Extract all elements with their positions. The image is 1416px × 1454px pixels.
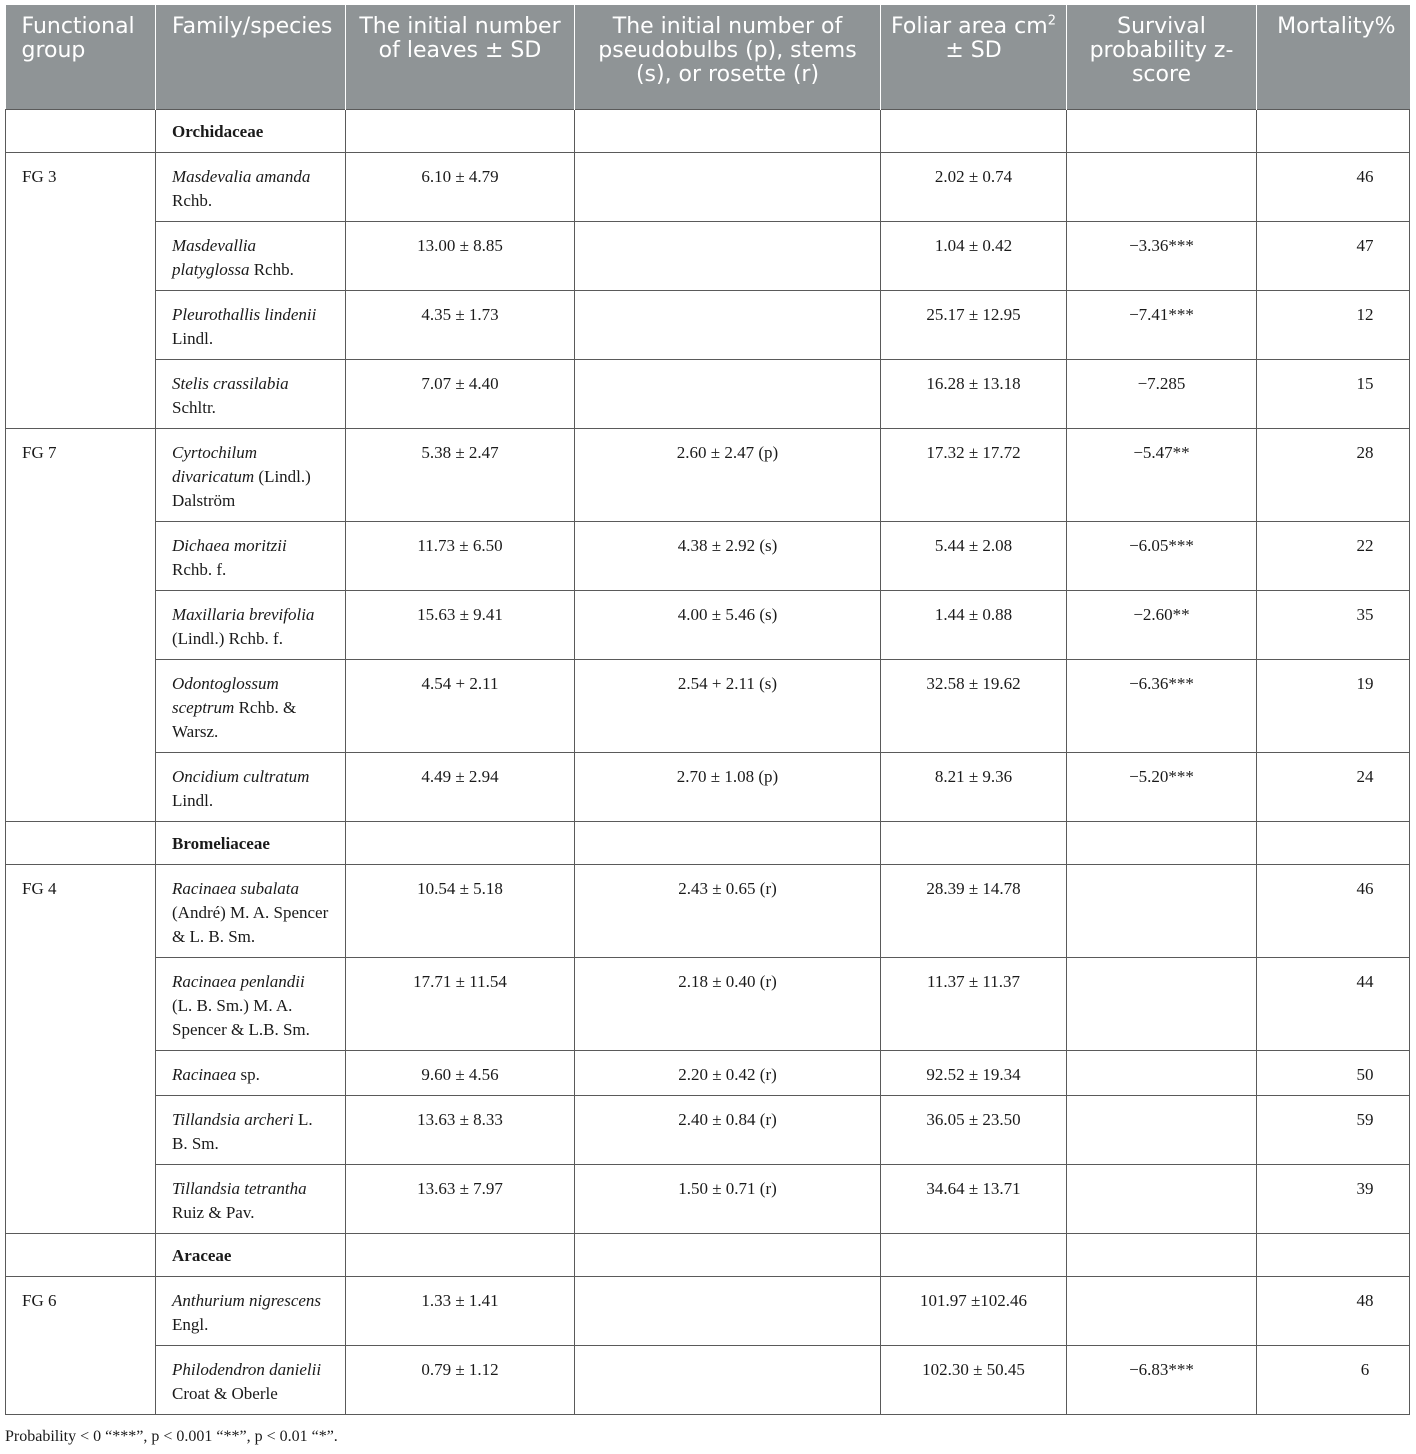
species-authority: (Lindl.) Dalström [172,467,311,510]
foliar-area-cell: 25.17 ± 12.95 [881,291,1067,360]
empty-cell [575,110,881,153]
leaves-cell: 4.35 ± 1.73 [346,291,575,360]
species-authority: Lindl. [172,329,214,348]
survival-cell [1067,958,1257,1051]
table-row [6,153,1410,222]
species-authority: L. B. Sm. [172,1110,313,1153]
foliar-area-cell: 11.37 ± 11.37 [881,958,1067,1051]
foliar-area-cell: 16.28 ± 13.18 [881,360,1067,429]
species-authority: Engl. [172,1315,209,1334]
table-row [6,753,1410,822]
functional-group-cell: FG 3 [6,153,156,429]
survival-cell [1067,1051,1257,1096]
leaves-cell: 5.38 ± 2.47 [346,429,575,522]
leaves-cell: 17.71 ± 11.54 [346,958,575,1051]
species-name: Racinaea subalata [172,879,300,898]
empty-cell [575,1234,881,1277]
family-name: Araceae [156,1234,346,1277]
mortality-cell: 35 [1257,591,1410,660]
species-cell [156,1346,346,1415]
leaves-cell: 15.63 ± 9.41 [346,591,575,660]
foliar-area-cell: 17.32 ± 17.72 [881,429,1067,522]
table-row [6,1051,1410,1096]
foliar-area-label: Foliar area cm [891,14,1048,39]
species-authority: Rchb. [249,260,294,279]
pseudobulbs-cell: 2.20 ± 0.42 (r) [575,1051,881,1096]
leaves-cell: 1.33 ± 1.41 [346,1277,575,1346]
leaves-cell: 0.79 ± 1.12 [346,1346,575,1415]
foliar-area-cell: 101.97 ±102.46 [881,1277,1067,1346]
survival-cell [1067,1277,1257,1346]
pseudobulbs-cell: 2.70 ± 1.08 (p) [575,753,881,822]
species-cell [156,753,346,822]
species-name: Tillandsia tetrantha [172,1179,307,1198]
empty-cell [1067,1234,1257,1277]
mortality-cell: 12 [1257,291,1410,360]
foliar-area-cell: 36.05 ± 23.50 [881,1096,1067,1165]
empty-cell [6,1234,156,1277]
species-name: Anthurium nigrescens [172,1291,322,1310]
header-foliar-area [881,5,1067,110]
empty-cell [1257,110,1410,153]
species-name: Pleurothallis lindenii [172,305,317,324]
foliar-area-cell: 8.21 ± 9.36 [881,753,1067,822]
species-authority: (Lindl.) Rchb. f. [172,629,283,648]
species-authority: Rchb. & Warsz. [172,698,297,741]
species-name: Maxillaria brevifolia [172,605,315,624]
pseudobulbs-cell [575,1346,881,1415]
species-cell [156,153,346,222]
mortality-cell: 15 [1257,360,1410,429]
leaves-cell: 13.00 ± 8.85 [346,222,575,291]
mortality-cell: 46 [1257,153,1410,222]
species-cell [156,660,346,753]
empty-cell [881,1234,1067,1277]
family-row-araceae [6,1234,1410,1277]
functional-group-cell: FG 7 [6,429,156,822]
header-functional-group: Functional group [6,5,156,110]
species-cell [156,591,346,660]
survival-cell: −3.36*** [1067,222,1257,291]
species-cell [156,222,346,291]
header-family-species: Family/species [156,5,346,110]
species-authority: (L. B. Sm.) M. A. Spencer & L.B. Sm. [172,996,310,1039]
species-authority: Rchb. f. [172,560,227,579]
foliar-area-cell: 34.64 ± 13.71 [881,1165,1067,1234]
pseudobulbs-cell: 2.43 ± 0.65 (r) [575,865,881,958]
table-row [6,1096,1410,1165]
functional-group-cell: FG 6 [6,1277,156,1415]
table-row [6,591,1410,660]
mortality-cell: 59 [1257,1096,1410,1165]
survival-cell [1067,1096,1257,1165]
species-authority: Lindl. [172,791,214,810]
table-row [6,1346,1410,1415]
leaves-cell: 10.54 ± 5.18 [346,865,575,958]
pseudobulbs-cell [575,222,881,291]
table-row [6,1277,1410,1346]
survival-cell: −6.36*** [1067,660,1257,753]
species-cell [156,360,346,429]
mortality-cell: 50 [1257,1051,1410,1096]
survival-cell [1067,153,1257,222]
mortality-cell: 19 [1257,660,1410,753]
species-cell [156,958,346,1051]
empty-cell [6,822,156,865]
table-row [6,660,1410,753]
header-survival: Survival probability z-score [1067,5,1257,110]
species-name: Philodendron danielii [172,1360,322,1379]
foliar-area-sup: 2 [1047,13,1056,29]
species-authority: Ruiz & Pav. [172,1203,255,1222]
species-authority: Croat & Oberle [172,1384,278,1403]
mortality-cell: 6 [1257,1346,1410,1415]
pseudobulbs-cell: 4.00 ± 5.46 (s) [575,591,881,660]
survival-cell [1067,1165,1257,1234]
species-name: Masdevallia platyglossa [172,236,257,279]
mortality-cell: 44 [1257,958,1410,1051]
mortality-cell: 47 [1257,222,1410,291]
leaves-cell: 6.10 ± 4.79 [346,153,575,222]
leaves-cell: 13.63 ± 7.97 [346,1165,575,1234]
leaves-cell: 13.63 ± 8.33 [346,1096,575,1165]
pseudobulbs-cell: 2.60 ± 2.47 (p) [575,429,881,522]
leaves-cell: 4.49 ± 2.94 [346,753,575,822]
pseudobulbs-cell: 4.38 ± 2.92 (s) [575,522,881,591]
foliar-area-sd: ± SD [945,38,1002,63]
table-row [6,522,1410,591]
table-row [6,865,1410,958]
leaves-cell: 11.73 ± 6.50 [346,522,575,591]
header-initial-leaves: The initial number of leaves ± SD [346,5,575,110]
table-row [6,291,1410,360]
survival-cell: −6.83*** [1067,1346,1257,1415]
species-cell [156,1277,346,1346]
mortality-cell: 39 [1257,1165,1410,1234]
mortality-cell: 48 [1257,1277,1410,1346]
species-cell [156,522,346,591]
species-cell [156,1051,346,1096]
survival-cell: −2.60** [1067,591,1257,660]
foliar-area-cell: 102.30 ± 50.45 [881,1346,1067,1415]
pseudobulbs-cell: 2.40 ± 0.84 (r) [575,1096,881,1165]
table-row [6,222,1410,291]
foliar-area-cell: 5.44 ± 2.08 [881,522,1067,591]
leaves-cell: 7.07 ± 4.40 [346,360,575,429]
mortality-cell: 22 [1257,522,1410,591]
empty-cell [1257,822,1410,865]
empty-cell [346,1234,575,1277]
species-name: Stelis crassilabia [172,374,289,393]
family-row-orchidaceae [6,110,1410,153]
header-row [6,5,1410,110]
species-name: Tillandsia archeri [172,1110,294,1129]
leaves-cell: 4.54 + 2.11 [346,660,575,753]
mortality-cell: 24 [1257,753,1410,822]
survival-cell: −7.285 [1067,360,1257,429]
species-name: Oncidium cultratum [172,767,310,786]
survival-cell [1067,865,1257,958]
species-cell [156,1096,346,1165]
foliar-area-cell: 2.02 ± 0.74 [881,153,1067,222]
foliar-area-cell: 28.39 ± 14.78 [881,865,1067,958]
pseudobulbs-cell: 2.18 ± 0.40 (r) [575,958,881,1051]
species-cell [156,865,346,958]
survival-cell: −5.20*** [1067,753,1257,822]
family-name: Orchidaceae [156,110,346,153]
survival-cell: −5.47** [1067,429,1257,522]
species-authority: (André) M. A. Spencer & L. B. Sm. [172,903,329,946]
species-authority: sp. [236,1065,260,1084]
species-name: Racinaea penlandii [172,972,305,991]
species-authority: Schltr. [172,398,216,417]
mortality-cell: 46 [1257,865,1410,958]
species-name: Cyrtochilum divaricatum [172,443,257,486]
foliar-area-cell: 92.52 ± 19.34 [881,1051,1067,1096]
survival-cell: −6.05*** [1067,522,1257,591]
pseudobulbs-cell: 1.50 ± 0.71 (r) [575,1165,881,1234]
species-name: Odontoglossum sceptrum [172,674,279,717]
table-row [6,958,1410,1051]
species-cell [156,1165,346,1234]
pseudobulbs-cell [575,360,881,429]
species-cell [156,291,346,360]
table-row [6,1165,1410,1234]
pseudobulbs-cell [575,1277,881,1346]
functional-group-cell: FG 4 [6,865,156,1234]
pseudobulbs-cell [575,291,881,360]
empty-cell [6,110,156,153]
table-footnote: Probability < 0 “***”, p < 0.001 “**”, p < 0.01 “*”. [5,1428,338,1445]
empty-cell [1257,1234,1410,1277]
header-initial-pseudobulbs: The initial number of pseudobulbs (p), stems (s), or rosette (r) [575,5,881,110]
species-name: Racinaea [172,1065,237,1084]
family-name: Bromeliaceae [156,822,346,865]
species-cell [156,429,346,522]
empty-cell [346,110,575,153]
empty-cell [881,822,1067,865]
header-mortality: Mortality% [1257,5,1410,110]
mortality-cell: 28 [1257,429,1410,522]
pseudobulbs-cell: 2.54 + 2.11 (s) [575,660,881,753]
survival-cell: −7.41*** [1067,291,1257,360]
species-authority: Rchb. [172,191,213,210]
foliar-area-cell: 32.58 ± 19.62 [881,660,1067,753]
leaves-cell: 9.60 ± 4.56 [346,1051,575,1096]
empty-cell [881,110,1067,153]
empty-cell [1067,822,1257,865]
species-name: Dichaea moritzii [172,536,287,555]
empty-cell [346,822,575,865]
table-row [6,429,1410,522]
family-row-bromeliaceae [6,822,1410,865]
foliar-area-cell: 1.44 ± 0.88 [881,591,1067,660]
empty-cell [1067,110,1257,153]
species-table [5,5,1410,1415]
pseudobulbs-cell [575,153,881,222]
empty-cell [575,822,881,865]
table-row [6,360,1410,429]
foliar-area-cell: 1.04 ± 0.42 [881,222,1067,291]
species-name: Masdevalia amanda [172,167,311,186]
